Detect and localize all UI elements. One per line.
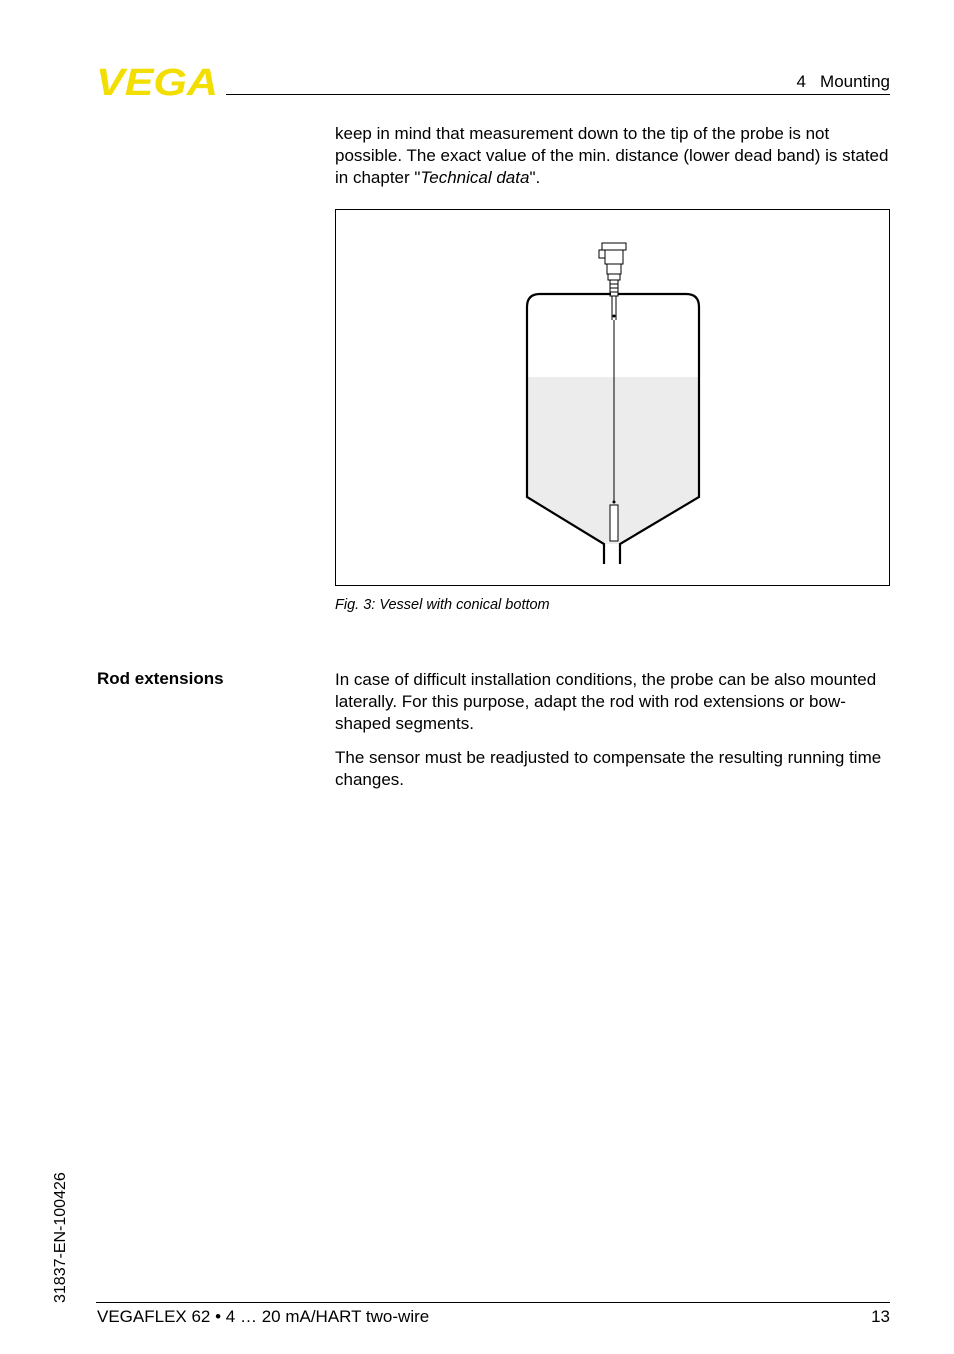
gravity-weight [610,505,618,541]
sensor-housing [599,243,626,296]
page-number: 13 [871,1307,890,1326]
intro-paragraph [335,123,891,189]
rod-extensions-paragraph-2: The sensor must be readjusted to compensate the resulting running time changes. [335,748,882,789]
logo-wordmark: VEGA [96,64,218,98]
header-rule [226,94,890,95]
figure-caption: Fig. 3: Vessel with conical bottom [335,597,550,613]
rod-extensions-heading: Rod extensions [97,669,224,688]
vessel-conical-bottom-diagram [336,210,889,585]
footer-rule [96,1302,890,1303]
rod-tip-joint [613,501,616,504]
document-id: 31837-EN-100426 [52,1172,69,1303]
footer-product: VEGAFLEX 62 • 4 … 20 mA/HART two-wire [97,1307,430,1326]
rod-extensions-paragraph-1: In case of difficult installation conditions, the probe can be also mounted laterally. For this purpose, adapt the rod with rod extensions or bow-shaped segments. [335,670,877,733]
intro-text-end: ". [529,168,541,187]
rod-joint [613,315,616,318]
section-title: 4 Mounting [796,72,890,91]
intro-text: keep in mind that measurement down to the tip of the probe is not possible. The exact value of the min. distance (lower dead band) is stated in chapter " [335,124,889,187]
technical-data-reference: Technical data [420,168,530,187]
figure-frame [335,209,890,586]
vega-logo [96,64,220,98]
